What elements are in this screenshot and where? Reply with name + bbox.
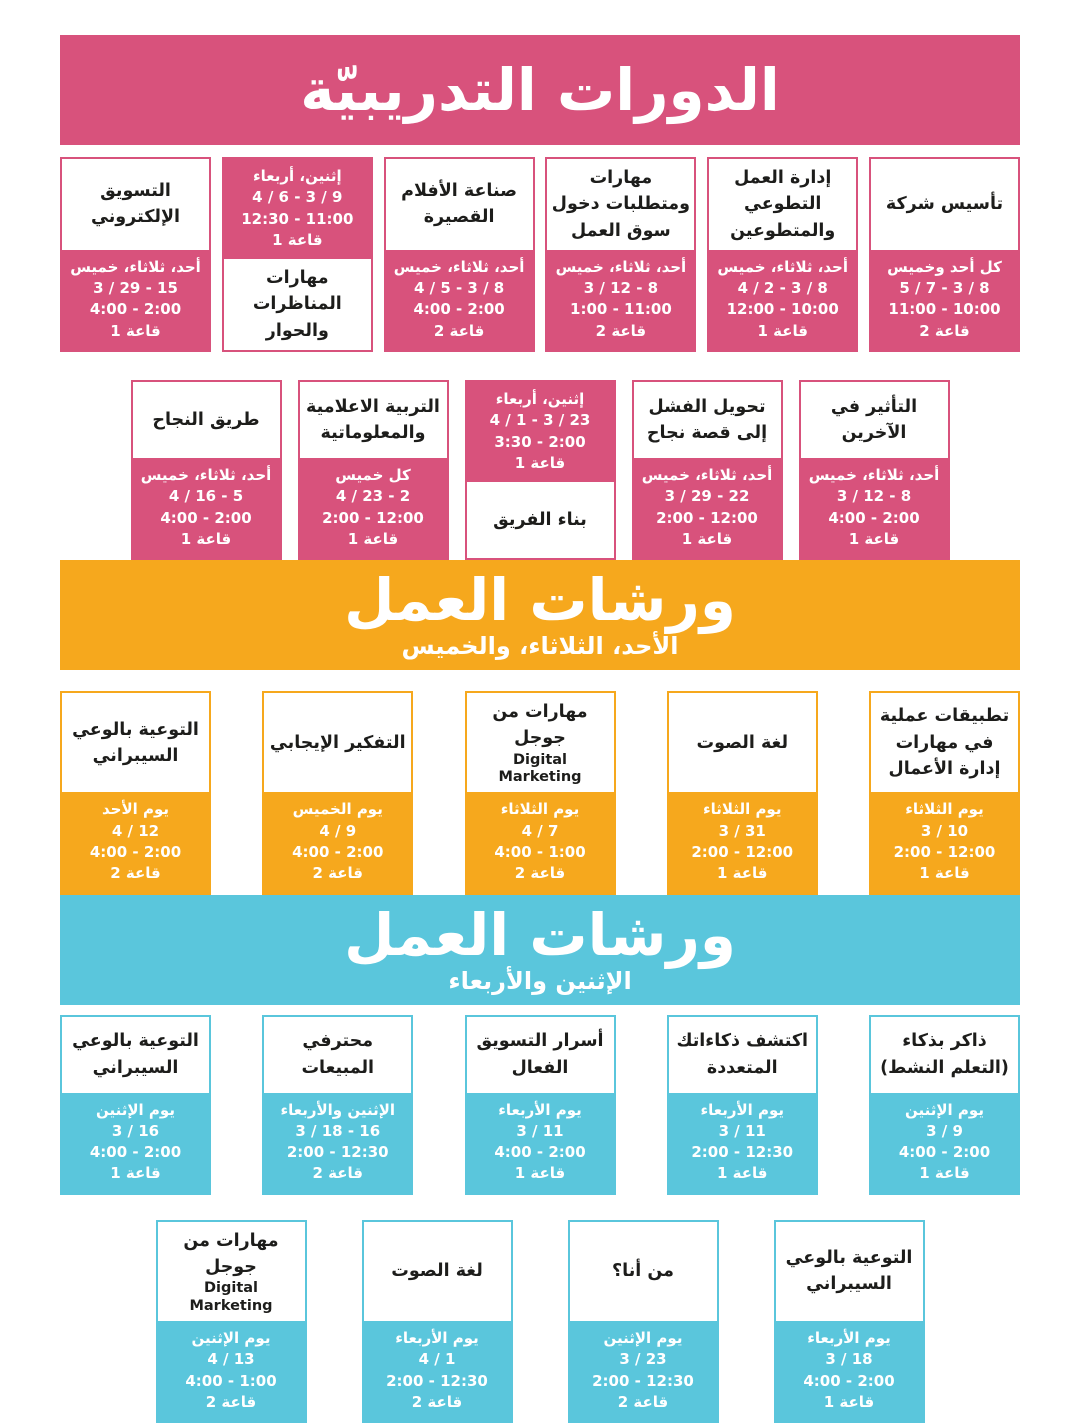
- course-card: [465, 380, 616, 560]
- schedule-hall: قاعة 2: [205, 1392, 257, 1411]
- schedule-days: يوم الثلاثاء: [500, 800, 580, 819]
- card-schedule: [871, 250, 1018, 350]
- workshops-sun-tue-thu-subtitle: الأحد، الثلاثاء، والخميس: [401, 632, 679, 661]
- card-title: [801, 382, 948, 458]
- card-title-text: التسويق الإلكتروني: [91, 181, 180, 228]
- card-title: [62, 693, 209, 792]
- workshops-mon-wed-title: ورشات العمل: [344, 900, 736, 969]
- schedule-days: يوم الإثنين: [603, 1329, 683, 1348]
- schedule-days: يوم الأربعاء: [498, 1100, 582, 1119]
- schedule-days: أحد، ثلاثاء، خميس: [70, 257, 201, 276]
- schedule-date: 5 / 7 - 3 / 8: [899, 279, 990, 298]
- schedule-date: 3 / 12 - 8: [836, 487, 912, 506]
- card-title-latin: Digital Marketing: [189, 1280, 273, 1314]
- card-title: [669, 693, 816, 792]
- card-title: [62, 159, 209, 250]
- card-title: [62, 1017, 209, 1093]
- card-title: [467, 482, 614, 558]
- schedule-days: كل أحد وخميس: [887, 257, 1002, 276]
- schedule-time: 2:00 - 12:30: [592, 1371, 694, 1390]
- card-title-text: التوعية بالوعي السيبراني: [72, 1031, 199, 1078]
- workshops-sun-tue-thu-title: ورشات العمل: [344, 566, 736, 635]
- schedule-date: 3 / 18: [825, 1350, 873, 1369]
- course-card: [262, 1015, 413, 1195]
- schedule-days: يوم الأربعاء: [395, 1329, 479, 1348]
- course-card: [465, 691, 616, 894]
- schedule-time: 2:00 - 12:30: [286, 1143, 389, 1162]
- schedule-date: 4 / 13: [207, 1350, 255, 1369]
- schedule-hall: قاعة 1: [919, 864, 970, 883]
- card-title-text: التأثير في الآخرين: [830, 396, 918, 443]
- schedule-date: 4 / 1: [418, 1350, 456, 1369]
- card-schedule: [364, 1321, 511, 1421]
- card-title: [386, 159, 533, 250]
- training-courses-banner: [60, 35, 1020, 145]
- workshops-sun-tue-thu-row: [60, 691, 1020, 894]
- card-title-text: مهارات ومتطلبات دخول سوق العمل: [551, 168, 690, 241]
- card-schedule: [467, 792, 614, 892]
- card-title: [709, 159, 856, 250]
- training-courses-row-1: [60, 157, 1020, 352]
- card-title-text: لغة الصوت: [391, 1261, 483, 1282]
- card-title: [871, 1017, 1018, 1093]
- course-card: [156, 1220, 307, 1423]
- schedule-date: 4 / 6 - 3 / 9: [252, 188, 343, 207]
- schedule-days: يوم الإثنين: [905, 1100, 984, 1119]
- schedule-time: 4:00 - 2:00: [898, 1143, 991, 1162]
- card-title: [871, 159, 1018, 250]
- schedule-date: 3 / 23: [619, 1350, 667, 1369]
- schedule-days: أحد، ثلاثاء، خميس: [140, 465, 272, 484]
- card-schedule: [133, 458, 280, 558]
- course-card: [568, 1220, 719, 1423]
- schedule-time: 4:00 - 2:00: [413, 300, 505, 319]
- schedule-days: الإثنين والأربعاء: [280, 1100, 396, 1119]
- card-title: [300, 382, 447, 458]
- schedule-hall: قاعة 1: [110, 321, 161, 340]
- schedule-time: 2:00 - 12:00: [893, 843, 996, 861]
- schedule-days: أحد، ثلاثاء، خميس: [641, 465, 773, 484]
- card-schedule: [224, 159, 371, 259]
- schedule-hall: قاعة 1: [919, 1164, 970, 1183]
- schedule-time: 12:30 - 11:00: [241, 209, 354, 228]
- card-schedule: [634, 458, 781, 558]
- course-card: [384, 157, 535, 352]
- schedule-days: أحد، ثلاثاء، خميس: [717, 257, 848, 276]
- card-schedule: [669, 1093, 816, 1193]
- schedule-time: 2:00 - 12:00: [656, 508, 758, 527]
- card-schedule: [62, 1093, 209, 1193]
- card-schedule: [871, 792, 1018, 892]
- card-title: [264, 693, 411, 792]
- workshops-mon-wed-row-2: [60, 1220, 1020, 1423]
- schedule-time: 4:00 - 2:00: [292, 843, 384, 861]
- schedule-hall: قاعة 1: [347, 529, 399, 548]
- card-title: [467, 1017, 614, 1093]
- schedule-date: 4 / 9: [319, 821, 357, 840]
- card-schedule: [801, 458, 948, 558]
- schedule-date: 4 / 5 - 3 / 8: [413, 279, 505, 298]
- schedule-date: 3 / 11: [516, 1121, 564, 1140]
- card-title: [547, 159, 694, 250]
- course-card: [869, 1015, 1020, 1195]
- card-title-text: بناء الفريق: [493, 510, 587, 530]
- card-schedule: [158, 1321, 305, 1421]
- card-title-text: مهارات من جوجل: [183, 1230, 279, 1278]
- course-card: [298, 380, 449, 560]
- schedule-time: 2:00 - 12:00: [691, 843, 794, 861]
- card-schedule: [62, 792, 209, 892]
- schedule-days: يوم الأحد: [101, 800, 170, 819]
- card-title: [871, 693, 1018, 792]
- card-title-text: محترفي المبيعات: [301, 1031, 375, 1078]
- schedule-date: 3 / 11: [718, 1121, 766, 1140]
- course-card: [465, 1015, 616, 1195]
- schedule-date: 4 / 2 - 3 / 8: [737, 279, 828, 298]
- schedule-time: 4:00 - 2:00: [89, 1143, 182, 1162]
- schedule-days: يوم الأربعاء: [807, 1329, 891, 1348]
- card-title: [158, 1222, 305, 1321]
- schedule-date: 3 / 29 - 22: [664, 487, 750, 506]
- schedule-hall: قاعة 1: [681, 529, 733, 548]
- course-card: [60, 157, 211, 352]
- schedule-days: يوم الثلاثاء: [905, 800, 984, 819]
- schedule-days: يوم الأربعاء: [700, 1100, 785, 1119]
- card-title-text: إدارة العمل التطوعي والمتطوعين: [730, 168, 836, 241]
- card-title: [669, 1017, 816, 1093]
- course-card: [799, 380, 950, 560]
- course-card: [262, 691, 413, 894]
- course-card: [222, 157, 373, 352]
- schedule-days: يوم الخميس: [292, 800, 383, 819]
- card-title: [364, 1222, 511, 1321]
- schedule-date: 4 / 16 - 5: [168, 487, 244, 506]
- card-schedule: [300, 458, 447, 558]
- schedule-hall: قاعة 1: [514, 453, 566, 472]
- section-workshops-sun-tue-thu: [60, 560, 1020, 894]
- card-title-latin: Digital Marketing: [498, 751, 582, 786]
- schedule-date: 3 / 29 - 15: [93, 279, 178, 298]
- schedule-hall: قاعة 1: [272, 230, 323, 249]
- schedule-days: يوم الإثنين: [96, 1100, 175, 1119]
- schedule-hall: قاعة 2: [312, 864, 363, 883]
- card-title-text: لغة الصوت: [696, 732, 789, 753]
- card-schedule: [709, 250, 856, 350]
- schedule-time: 4:00 - 2:00: [89, 843, 182, 861]
- training-courses-title: الدورات التدريبيّة: [300, 55, 780, 124]
- schedule-days: أحد، ثلاثاء، خميس: [393, 257, 525, 276]
- course-card: [60, 691, 211, 894]
- schedule-time: 12:00 - 10:00: [726, 300, 839, 319]
- schedule-time: 3:30 - 2:00: [494, 432, 586, 451]
- schedule-date: 4 / 12: [111, 821, 160, 840]
- schedule-date: 4 / 23 - 2: [335, 487, 411, 506]
- schedule-time: 4:00 - 2:00: [828, 508, 920, 527]
- card-schedule: [669, 792, 816, 892]
- course-card: [869, 691, 1020, 894]
- workshops-sun-tue-thu-banner: [60, 560, 1020, 670]
- schedule-hall: قاعة 2: [919, 321, 970, 340]
- schedule-date: 3 / 12 - 8: [583, 279, 659, 298]
- schedule-time: 4:00 - 1:00: [185, 1371, 277, 1390]
- schedule-days: يوم الإثنين: [191, 1329, 271, 1348]
- schedule-hall: قاعة 2: [411, 1392, 463, 1411]
- card-title-text: ذاكر بذكاء (التعلم النشط): [880, 1031, 1009, 1078]
- training-courses-row-2: [60, 380, 1020, 560]
- schedule-date: 3 / 18 - 16: [295, 1121, 381, 1140]
- card-schedule: [467, 382, 614, 482]
- card-title: [634, 382, 781, 458]
- card-title-text: طريق النجاح: [152, 409, 260, 430]
- course-card: [545, 157, 696, 352]
- card-title-text: اكتشف ذكاءاتك المتعددة: [676, 1031, 809, 1078]
- course-card: [362, 1220, 513, 1423]
- schedule-time: 4:00 - 2:00: [89, 300, 182, 319]
- schedule-hall: قاعة 1: [848, 529, 900, 548]
- card-schedule: [570, 1321, 717, 1421]
- card-title-text: التوعية بالوعي السيبراني: [785, 1248, 913, 1295]
- card-title-text: تأسيس شركة: [885, 194, 1004, 215]
- section-training-courses: [60, 35, 1020, 560]
- schedule-date: 4 / 7: [521, 821, 559, 840]
- schedule-hall: قاعة 2: [433, 321, 485, 340]
- schedule-days: كل خميس: [335, 465, 411, 484]
- card-title-text: مهارات المناظرات والحوار: [252, 268, 342, 341]
- card-schedule: [776, 1321, 923, 1421]
- schedule-time: 4:00 - 1:00: [494, 843, 586, 861]
- card-title-text: صناعة الأفلام القصيرة: [401, 181, 518, 228]
- card-title: [224, 259, 371, 350]
- schedule-hall: قاعة 1: [110, 1164, 161, 1183]
- schedule-time: 11:00 - 10:00: [888, 300, 1001, 319]
- schedule-days: إثنين، أربعاء: [495, 389, 585, 408]
- schedule-time: 4:00 - 2:00: [494, 1143, 586, 1162]
- card-schedule: [871, 1093, 1018, 1193]
- card-schedule: [467, 1093, 614, 1193]
- card-title-text: مهارات من جوجل: [492, 702, 588, 749]
- schedule-time: 4:00 - 2:00: [160, 508, 252, 527]
- card-title-text: من أنا؟: [612, 1261, 674, 1282]
- card-title-text: التفكير الإيجابي: [269, 732, 406, 753]
- schedule-hall: قاعة 2: [312, 1164, 363, 1183]
- card-title: [776, 1222, 923, 1321]
- course-card: [60, 1015, 211, 1195]
- schedule-date: 3 / 31: [718, 821, 766, 840]
- card-title-text: التربية الاعلامية والمعلوماتية: [306, 396, 440, 443]
- schedule-hall: قاعة 1: [180, 529, 232, 548]
- schedule-time: 2:00 - 12:30: [691, 1143, 794, 1162]
- schedule-date: 4 / 1 - 3 / 23: [489, 411, 591, 430]
- card-schedule: [547, 250, 694, 350]
- course-card: [869, 157, 1020, 352]
- course-card: [667, 1015, 818, 1195]
- schedule-date: 3 / 16: [111, 1121, 160, 1140]
- card-title-text: تطبيقات عملية في مهارات إدارة الأعمال: [879, 706, 1010, 779]
- schedule-hall: قاعة 1: [823, 1392, 875, 1411]
- course-card: [774, 1220, 925, 1423]
- card-title-text: التوعية بالوعي السيبراني: [72, 719, 199, 766]
- schedule-hall: قاعة 2: [514, 864, 566, 883]
- schedule-time: 2:00 - 12:30: [386, 1371, 488, 1390]
- schedule-hall: قاعة 2: [595, 321, 647, 340]
- card-title: [467, 693, 614, 792]
- schedule-time: 1:00 - 11:00: [570, 300, 672, 319]
- schedule-days: أحد، ثلاثاء، خميس: [808, 465, 940, 484]
- schedule-hall: قاعة 1: [717, 864, 768, 883]
- schedule-hall: قاعة 2: [617, 1392, 669, 1411]
- schedule-date: 3 / 10: [920, 821, 969, 840]
- workshops-mon-wed-row-1: [60, 1015, 1020, 1195]
- card-title: [570, 1222, 717, 1321]
- schedule-hall: قاعة 1: [717, 1164, 768, 1183]
- card-title-text: تحويل الفشل إلى قصة نجاح: [646, 396, 768, 443]
- card-title: [133, 382, 280, 458]
- section-workshops-mon-wed: [60, 895, 1020, 1424]
- schedule-days: أحد، ثلاثاء، خميس: [555, 257, 687, 276]
- card-schedule: [264, 1093, 411, 1193]
- schedule-date: 3 / 9: [926, 1121, 963, 1140]
- card-schedule: [264, 792, 411, 892]
- course-card: [707, 157, 858, 352]
- workshops-mon-wed-banner: [60, 895, 1020, 1005]
- schedule-time: 2:00 - 12:00: [322, 508, 424, 527]
- course-card: [131, 380, 282, 560]
- course-card: [667, 691, 818, 894]
- card-title: [264, 1017, 411, 1093]
- schedule-hall: قاعة 2: [110, 864, 161, 883]
- workshops-mon-wed-subtitle: الإثنين والأربعاء: [448, 966, 632, 995]
- schedule-hall: قاعة 1: [514, 1164, 566, 1183]
- schedule-time: 4:00 - 2:00: [803, 1371, 895, 1390]
- course-card: [632, 380, 783, 560]
- schedule-days: يوم الثلاثاء: [703, 800, 782, 819]
- card-schedule: [62, 250, 209, 350]
- card-schedule: [386, 250, 533, 350]
- card-title-text: أسرار التسويق الفعال: [476, 1031, 604, 1078]
- schedule-days: إثنين، أربعاء: [253, 167, 342, 185]
- schedule-hall: قاعة 1: [757, 321, 808, 340]
